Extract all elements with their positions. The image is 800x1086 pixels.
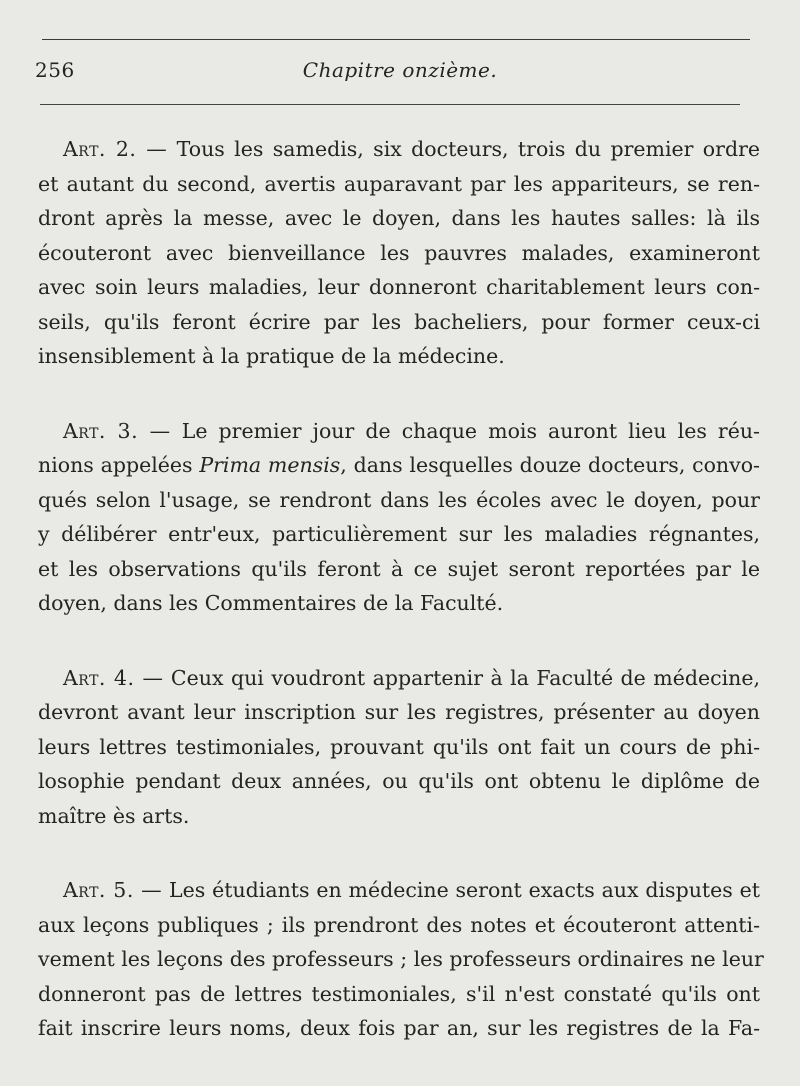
- article-label: Art. 2. —: [63, 137, 168, 161]
- header-bottom-rule: [40, 104, 740, 105]
- text-line: vement les leçons des professeurs ; les professeurs ordinaires ne leur: [38, 947, 764, 971]
- article-label: Art. 3. —: [63, 418, 171, 443]
- text-line: Art. 2. — Tous les samedis, six docteurs, trois du premier ordre: [63, 137, 760, 161]
- text-line: nions appelées Prima mensis, dans lesquelles douze docteurs, convo-: [38, 453, 760, 477]
- text-line: écouteront avec bienveillance les pauvres malades, examineront: [38, 240, 760, 265]
- article-5: [38, 873, 764, 1046]
- text-line: Art. 4. — Ceux qui voudront appartenir à la Faculté de médecine,: [63, 665, 760, 690]
- text-line: devront avant leur inscription sur les registres, présenter au doyen: [38, 700, 760, 724]
- text-line: doyen, dans les Commentaires de la Faculté.: [38, 591, 504, 615]
- article-2: [38, 132, 760, 374]
- article-4: [38, 661, 760, 834]
- text-line: insensiblement à la pratique de la médecine.: [38, 344, 505, 368]
- text-line: y délibérer entr'eux, particulièrement sur les maladies régnantes,: [38, 522, 760, 546]
- running-title: Chapitre onzième.: [302, 58, 498, 82]
- text-line: leurs lettres testimoniales, prouvant qu'ils ont fait un cours de phi-: [38, 734, 760, 759]
- text-line: avec soin leurs maladies, leur donneront charitablement leurs con-: [38, 275, 760, 299]
- text-line: Art. 3. — Le premier jour de chaque mois auront lieu les réu-: [63, 418, 760, 443]
- page-header: [0, 58, 800, 88]
- page-body: [38, 132, 764, 1086]
- text-line: fait inscrire leurs noms, deux fois par an, sur les registres de la Fa-: [38, 1016, 760, 1040]
- text-line: donneront pas de lettres testimoniales, s'il n'est constaté qu'ils ont: [38, 981, 760, 1006]
- text-line: losophie pendant deux années, ou qu'ils ont obtenu le diplôme de: [38, 769, 760, 793]
- text-line: et les observations qu'ils feront à ce sujet seront reportées par le: [38, 556, 760, 581]
- text-line: dront après la messe, avec le doyen, dans les hautes salles: là ils: [38, 206, 760, 230]
- text-line: qués selon l'usage, se rendront dans les écoles avec le doyen, pour: [38, 487, 760, 512]
- page-number: 256: [35, 58, 75, 82]
- text-line: maître ès arts.: [38, 803, 190, 828]
- latin-term: Prima mensis: [199, 453, 341, 477]
- article-3: [38, 414, 760, 621]
- text-line: Art. 5. — Les étudiants en médecine seront exacts aux disputes et: [63, 878, 760, 902]
- text-line: aux leçons publiques ; ils prendront des notes et écouteront attenti-: [38, 912, 760, 937]
- article-label: Art. 4. —: [63, 665, 164, 690]
- text-line: seils, qu'ils feront écrire par les bacheliers, pour former ceux-ci: [38, 309, 760, 334]
- text-line: et autant du second, avertis auparavant par les appariteurs, se ren-: [38, 171, 760, 196]
- header-top-rule: [42, 39, 750, 40]
- article-label: Art. 5. —: [63, 878, 163, 902]
